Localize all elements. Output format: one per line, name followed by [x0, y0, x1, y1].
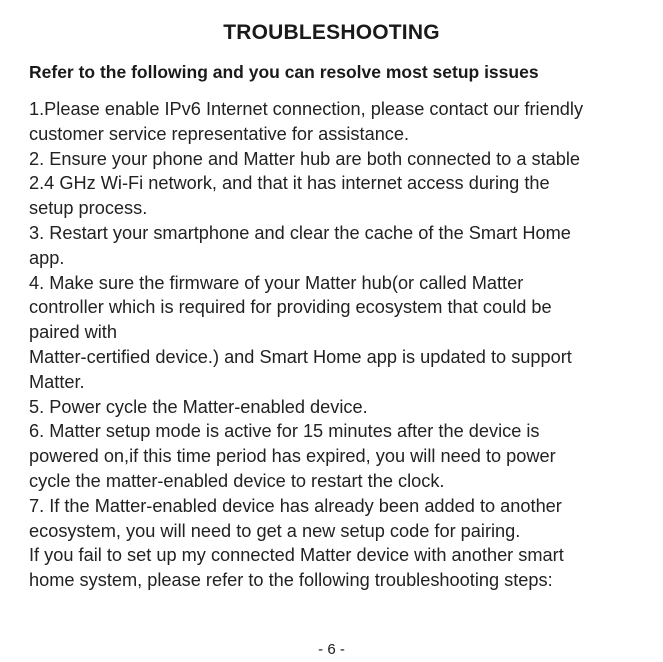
text-line: 4. Make sure the firmware of your Matter hub(or called Matter — [29, 272, 524, 293]
text-line: customer service representative for assistance. — [29, 123, 410, 144]
page-title: TROUBLESHOOTING — [223, 21, 440, 44]
text-line: paired with — [29, 322, 117, 343]
text-line: controller which is required for providing ecosystem that could be — [29, 297, 552, 318]
text-line: 7. If the Matter-enabled device has already been added to another — [29, 495, 562, 516]
text-line: 5. Power cycle the Matter-enabled device. — [29, 396, 368, 417]
text-line: Matter-certified device.) and Smart Home app is updated to support — [29, 346, 572, 367]
section-subtitle: Refer to the following and you can resolve most setup issues — [29, 62, 539, 82]
text-line: cycle the matter-enabled device to restart the clock. — [29, 470, 445, 491]
text-line: app. — [29, 247, 65, 268]
text-line: 6. Matter setup mode is active for 15 minutes after the device is — [29, 421, 540, 442]
text-line: 1.Please enable IPv6 Internet connection, please contact our friendly — [29, 99, 584, 119]
text-line: powered on,if this time period has expired, you will need to power — [29, 446, 556, 467]
text-line: 2.4 GHz Wi-Fi network, and that it has internet access during the — [29, 173, 550, 194]
text-line: 2. Ensure your phone and Matter hub are both connected to a stable — [29, 148, 581, 169]
page-number: - 6 - — [318, 641, 345, 658]
text-line: Matter. — [29, 371, 85, 392]
text-line: 3. Restart your smartphone and clear the cache of the Smart Home — [29, 222, 571, 243]
text-line: setup process. — [29, 198, 148, 219]
text-line: If you fail to set up my connected Matter device with another smart — [29, 545, 564, 566]
troubleshooting-steps — [29, 97, 639, 593]
text-line: home system, please refer to the following troubleshooting steps: — [29, 570, 553, 591]
text-line: ecosystem, you will need to get a new setup code for pairing. — [29, 520, 521, 541]
